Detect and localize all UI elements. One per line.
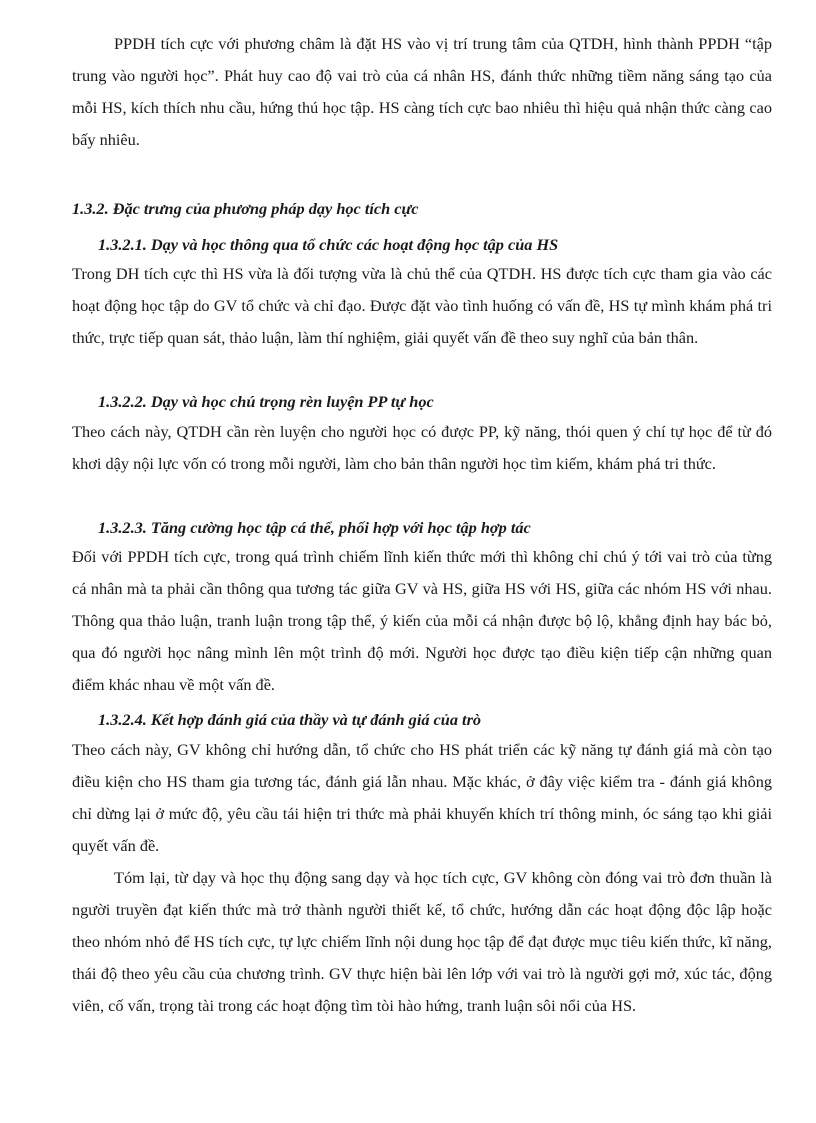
intro-paragraph: PPDH tích cực với phương châm là đặt HS vào vị trí trung tâm của QTDH, hình thành PPDH “tập trung vào người học”. Phát huy cao độ vai trò của cá nhân HS, đánh thức những tiềm năng sáng tạo của mỗi HS, kích thích nhu cầu, hứng thú học tập. HS càng tích cực bao nhiêu thì hiệu quả nhận thức càng cao bấy nhiêu. xyxy=(72,34,772,149)
subsection-heading-2: 1.3.2.2. Dạy và học chú trọng rèn luyện PP tự học xyxy=(98,392,434,411)
subsection-body-3: Đối với PPDH tích cực, trong quá trình chiếm lĩnh kiến thức mới thì không chỉ chú ý tới vai trò của từng cá nhân mà ta phải cần thông qua tương tác giữa GV và HS, giữa HS với HS, giữa các nhóm HS với nhau. Thông qua thảo luận, tranh luận trong tập thể, ý kiến của mỗi cá nhận được bộ lộ, khẳng định hay bác bỏ, qua đó người học nâng mình lên một trình độ mới. Người học được tạo điều kiện tiếp cận những quan điểm khác nhau về một vấn đề. xyxy=(72,547,772,694)
subsection-heading-1: 1.3.2.1. Dạy và học thông qua tổ chức các hoạt động học tập của HS xyxy=(98,235,559,254)
subsection-body-1: Trong DH tích cực thì HS vừa là đối tượng vừa là chủ thể của QTDH. HS được tích cực tham gia vào các hoạt động học tập do GV tổ chức và chỉ đạo. Được đặt vào tình huống có vấn đề, HS tự mình khám phá tri thức, trực tiếp quan sát, thảo luận, làm thí nghiệm, giải quyết vấn đề theo suy nghĩ của bản thân. xyxy=(72,264,772,347)
subsection-body-2: Theo cách này, QTDH cần rèn luyện cho người học có được PP, kỹ năng, thói quen ý chí tự học để từ đó khơi dậy nội lực vốn có trong mỗi người, làm cho bản thân người học tìm kiếm, khám phá tri thức. xyxy=(72,422,772,473)
subsection-heading-3: 1.3.2.3. Tăng cường học tập cá thể, phối hợp với học tập hợp tác xyxy=(98,518,531,537)
conclusion-paragraph: Tóm lại, từ dạy và học thụ động sang dạy và học tích cực, GV không còn đóng vai trò đơn thuần là người truyền đạt kiến thức mà trở thành người thiết kế, tổ chức, hướng dẫn các hoạt động độc lập hoặc theo nhóm nhỏ để HS tích cực, tự lực chiếm lĩnh nội dung học tập để đạt được mục tiêu kiến thức, kĩ năng, thái độ theo yêu cầu của chương trình. GV thực hiện bài lên lớp với vai trò là người gợi mở, xúc tác, động viên, cố vấn, trọng tài trong các hoạt động tìm tòi hào hứng, tranh luận sôi nổi của HS. xyxy=(72,868,772,1015)
section-heading: 1.3.2. Đặc trưng của phương pháp dạy học tích cực xyxy=(72,199,419,218)
subsection-heading-4: 1.3.2.4. Kết hợp đánh giá của thầy và tự đánh giá của trò xyxy=(98,710,482,729)
subsection-body-4: Theo cách này, GV không chỉ hướng dẫn, tổ chức cho HS phát triển các kỹ năng tự đánh giá mà còn tạo điều kiện cho HS tham gia tương tác, đánh giá lẫn nhau. Mặc khác, ở đây việc kiểm tra - đánh giá không chỉ dừng lại ở mức độ, yêu cầu tái hiện tri thức mà phải khuyến khích trí thông minh, óc sáng tạo khi giải quyết vấn đề. xyxy=(72,740,772,855)
